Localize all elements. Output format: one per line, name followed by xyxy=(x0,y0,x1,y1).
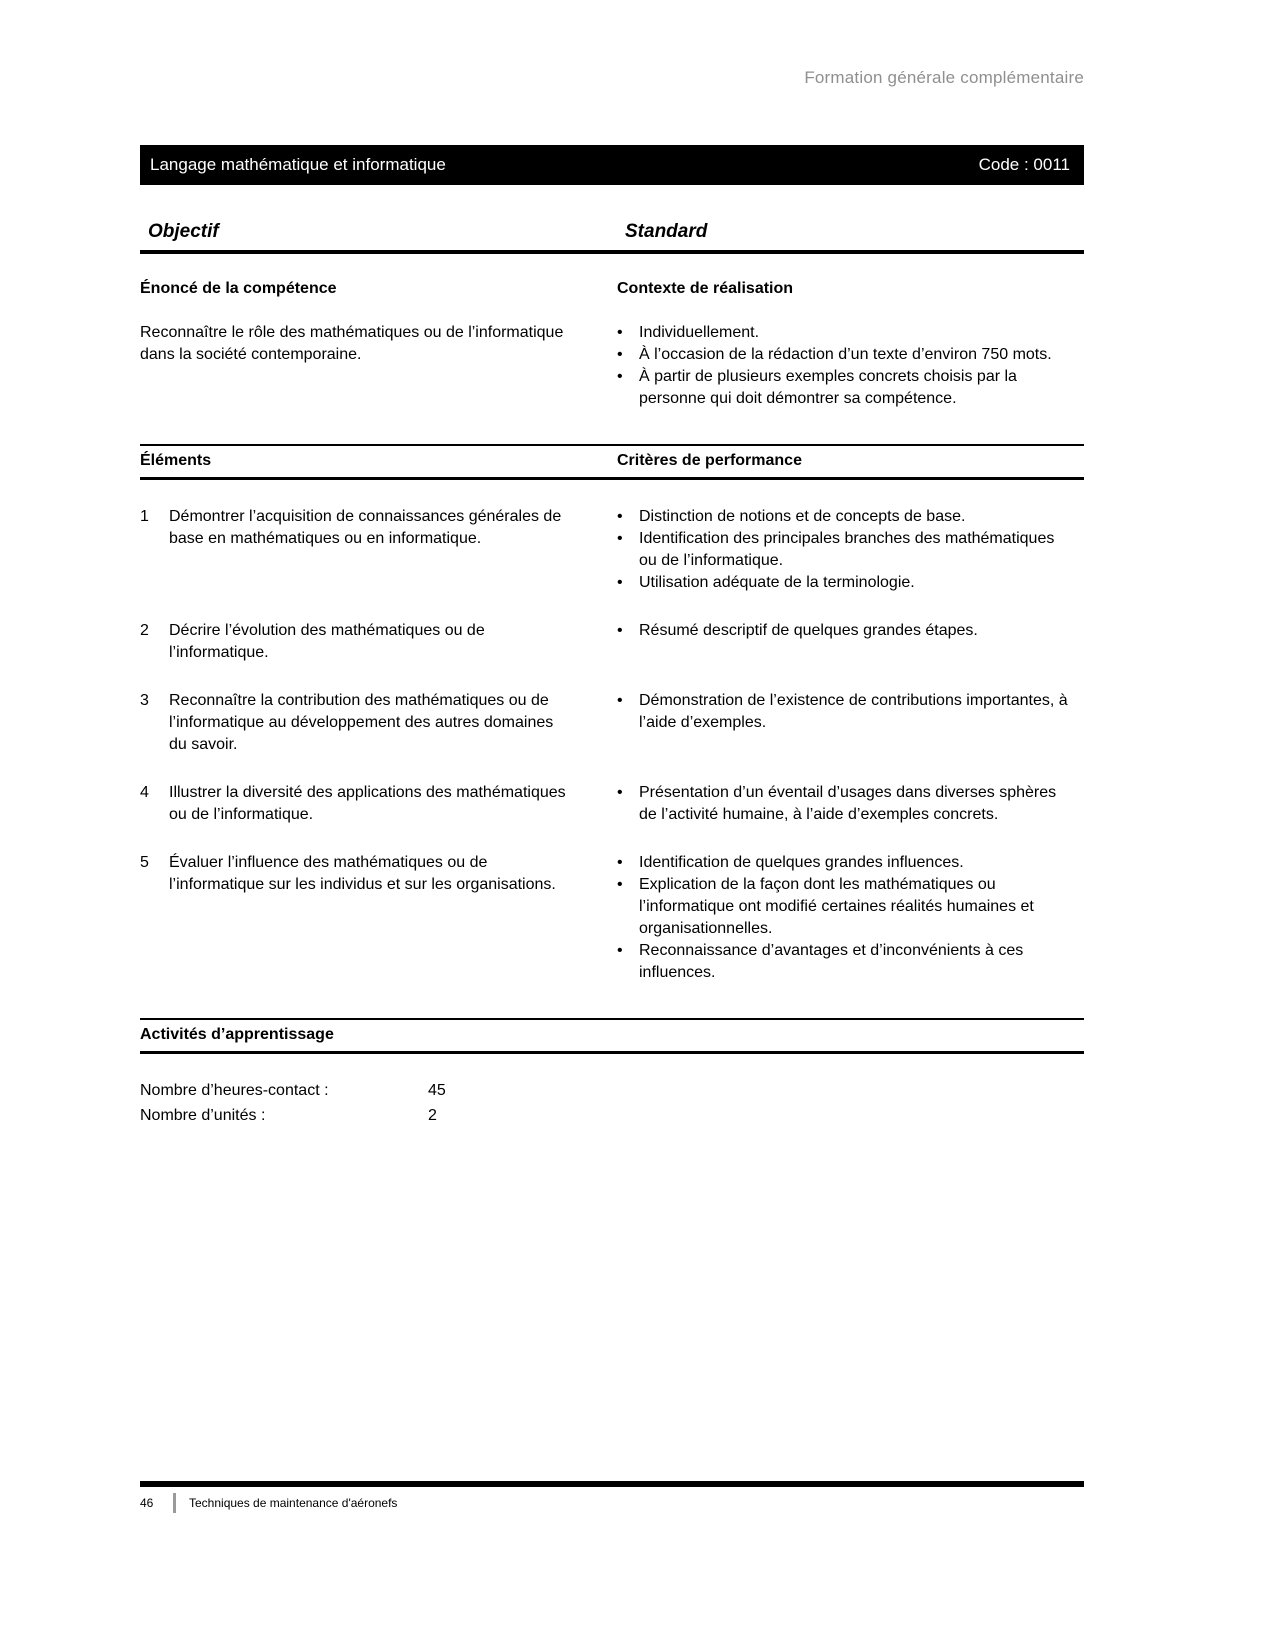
criteres-cell xyxy=(617,782,1084,826)
contexte-heading: Contexte de réalisation xyxy=(617,280,794,297)
bullet-icon: • xyxy=(617,346,623,363)
element-item xyxy=(140,506,617,594)
element-item xyxy=(140,690,617,756)
element-row xyxy=(140,690,1084,756)
critere-bullet xyxy=(617,572,1084,594)
enonce-cell xyxy=(140,280,617,410)
enonce-text: Reconnaître le rôle des mathématiques ou de l’informatique dans la société contemporaine. xyxy=(140,324,564,363)
bullet-text: À partir de plusieurs exemples concrets choisis par la personne qui doit démontrer sa compétence. xyxy=(639,368,1017,407)
element-item xyxy=(140,620,617,664)
activites-band-spacer xyxy=(617,1026,1084,1044)
units-label: Nombre d’unités : xyxy=(140,1107,266,1124)
units-value: 2 xyxy=(428,1107,437,1124)
element-text: Décrire l’évolution des mathématiques ou de l’informatique. xyxy=(169,622,485,661)
critere-bullet xyxy=(617,940,1084,984)
bullet-icon: • xyxy=(617,942,623,959)
element-text: Évaluer l’influence des mathématiques ou de l’informatique sur les individus et sur les organisations. xyxy=(169,854,556,893)
contexte-bullet xyxy=(617,366,1084,410)
footer-divider xyxy=(173,1493,176,1513)
bullet-text: Individuellement. xyxy=(639,324,760,341)
bullet-icon: • xyxy=(617,508,623,525)
element-number: 4 xyxy=(140,784,149,801)
element-text: Reconnaître la contribution des mathématiques ou de l’informatique au développement des autres domaines du savoir. xyxy=(169,692,554,753)
element-item xyxy=(140,852,617,984)
bullet-icon: • xyxy=(617,622,623,639)
objectif-header: Objectif xyxy=(148,221,219,242)
element-number: 5 xyxy=(140,854,149,871)
bullet-text: Identification des principales branches des mathématiques ou de l’informatique. xyxy=(639,530,1055,569)
bullet-icon: • xyxy=(617,574,623,591)
element-number: 1 xyxy=(140,508,149,525)
page-content xyxy=(140,0,1084,1128)
critere-bullet xyxy=(617,782,1084,826)
activites-heading: Activités d’apprentissage xyxy=(140,1026,334,1043)
element-row xyxy=(140,782,1084,826)
elements-criteres-band xyxy=(140,444,1084,480)
critere-bullet xyxy=(617,506,1084,528)
hours-block xyxy=(140,1078,1084,1128)
bullet-text: Identification de quelques grandes influences. xyxy=(639,854,964,871)
bullet-icon: • xyxy=(617,530,623,547)
criteres-heading: Critères de performance xyxy=(617,452,802,469)
course-title: Langage mathématique et informatique xyxy=(150,155,446,174)
contexte-cell xyxy=(617,280,1084,410)
course-title-bar xyxy=(140,145,1084,185)
elements-heading: Éléments xyxy=(140,452,212,469)
competence-context-section xyxy=(140,280,1084,410)
element-text: Illustrer la diversité des applications des mathématiques ou de l’informatique. xyxy=(169,784,566,823)
critere-bullet xyxy=(617,852,1084,874)
critere-bullet xyxy=(617,874,1084,940)
bullet-text: Utilisation adéquate de la terminologie. xyxy=(639,574,915,591)
course-code: Code : 0011 xyxy=(978,155,1070,174)
criteres-cell xyxy=(617,690,1084,756)
element-row xyxy=(140,852,1084,984)
criteres-cell xyxy=(617,506,1084,594)
footer-rule xyxy=(140,1481,1084,1487)
hours-row xyxy=(140,1103,1084,1128)
critere-bullet xyxy=(617,620,1084,642)
page-number: 46 xyxy=(140,1496,154,1510)
bullet-text: Reconnaissance d’avantages et d’inconvénients à ces influences. xyxy=(639,942,1024,981)
standard-header: Standard xyxy=(625,221,708,242)
element-number: 3 xyxy=(140,692,149,709)
bullet-icon: • xyxy=(617,854,623,871)
critere-bullet xyxy=(617,690,1084,734)
bullet-text: À l’occasion de la rédaction d’un texte d’environ 750 mots. xyxy=(639,346,1052,363)
element-item xyxy=(140,782,617,826)
bullet-icon: • xyxy=(617,324,623,341)
running-header: Formation générale complémentaire xyxy=(804,68,1084,87)
contexte-bullet xyxy=(617,322,1084,344)
bullet-text: Explication de la façon dont les mathématiques ou l’informatique ont modifié certaines réalités humaines et organisationnelles. xyxy=(639,876,1034,937)
bullet-icon: • xyxy=(617,784,623,801)
footer xyxy=(140,1493,1084,1513)
bullet-text: Démonstration de l’existence de contributions importantes, à l’aide d’exemples. xyxy=(639,692,1068,731)
bullet-text: Présentation d’un éventail d’usages dans diverses sphères de l’activité humaine, à l’aide d’exemples concrets. xyxy=(639,784,1057,823)
hours-value: 45 xyxy=(428,1082,446,1099)
bullet-icon: • xyxy=(617,368,623,385)
bullet-icon: • xyxy=(617,876,623,893)
bullet-icon: • xyxy=(617,692,623,709)
activites-band xyxy=(140,1018,1084,1054)
contexte-bullet xyxy=(617,344,1084,366)
column-headers xyxy=(140,221,1084,254)
footer-program: Techniques de maintenance d'aéronefs xyxy=(189,1496,398,1510)
hours-label: Nombre d’heures-contact : xyxy=(140,1082,329,1099)
element-row xyxy=(140,620,1084,664)
bullet-text: Distinction de notions et de concepts de base. xyxy=(639,508,966,525)
enonce-heading: Énoncé de la compétence xyxy=(140,280,337,297)
criteres-cell xyxy=(617,852,1084,984)
element-row xyxy=(140,506,1084,594)
critere-bullet xyxy=(617,528,1084,572)
bullet-text: Résumé descriptif de quelques grandes étapes. xyxy=(639,622,978,639)
element-text: Démontrer l’acquisition de connaissances générales de base en mathématiques ou en informatique. xyxy=(169,508,562,547)
element-number: 2 xyxy=(140,622,149,639)
criteres-cell xyxy=(617,620,1084,664)
hours-row xyxy=(140,1078,1084,1103)
